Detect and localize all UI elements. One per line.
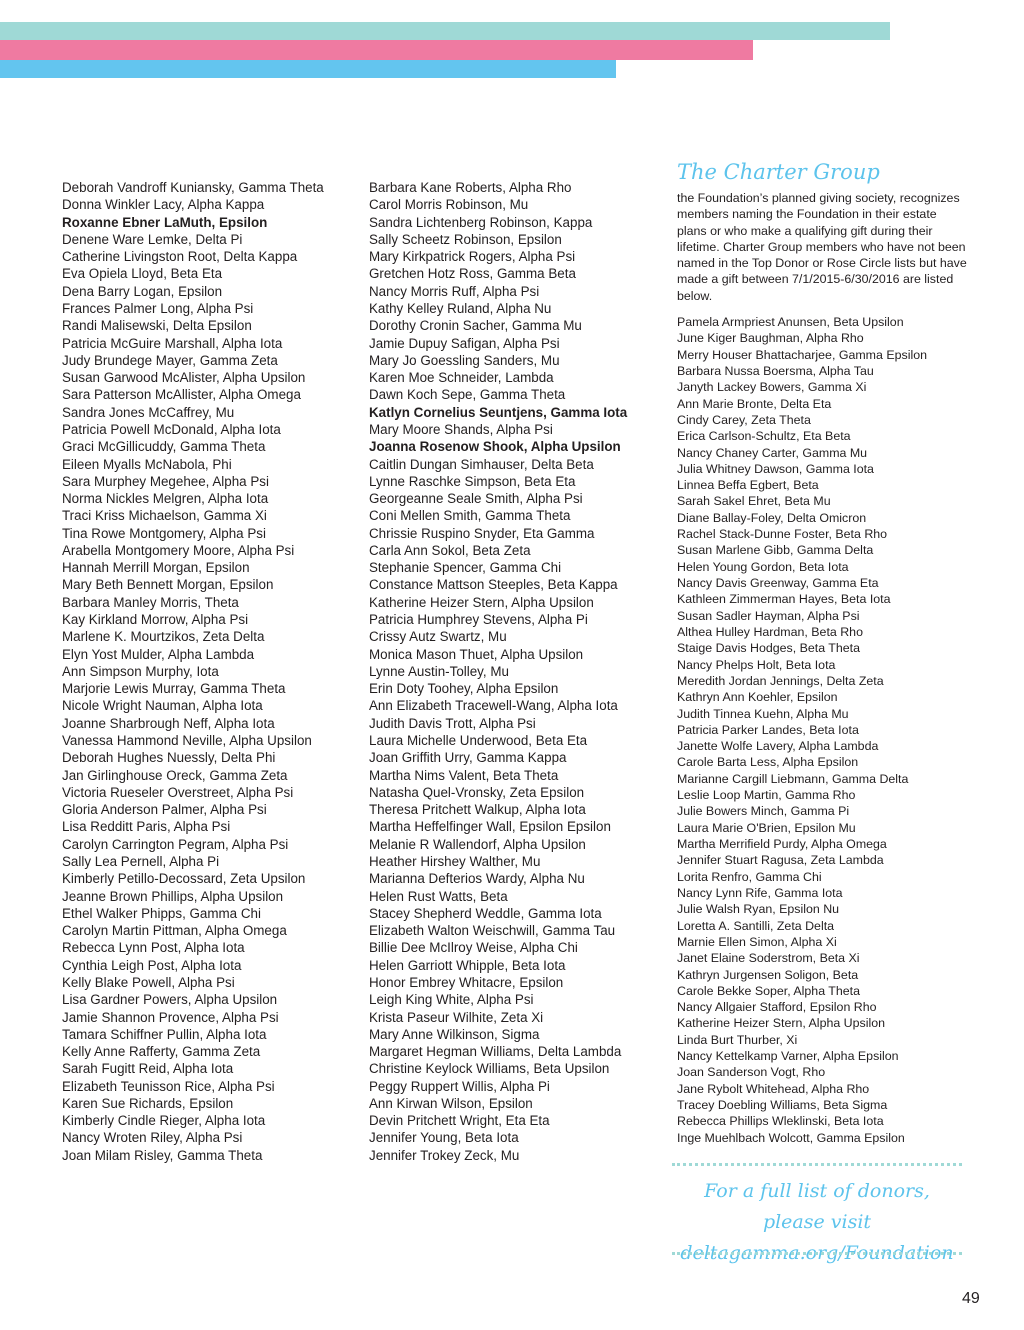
donor-name: Dorothy Cronin Sacher, Gamma Mu — [369, 318, 582, 334]
donor-name: Julie Bowers Minch, Gamma Pi — [677, 804, 850, 819]
donor-name: Helen Young Gordon, Beta Iota — [677, 559, 849, 574]
donor-name: Cindy Carey, Zeta Theta — [677, 412, 811, 427]
donor-name: Mary Beth Bennett Morgan, Epsilon — [62, 577, 274, 593]
donor-name: Diane Ballay-Foley, Delta Omicron — [677, 510, 867, 525]
donor-name: Honor Embrey Whitacre, Epsilon — [369, 974, 564, 990]
donor-name: Lisa Redditt Paris, Alpha Psi — [62, 819, 231, 835]
donor-name: Mary Anne Wilkinson, Sigma — [369, 1026, 540, 1042]
donor-name: Barbara Nussa Boersma, Alpha Tau — [677, 363, 874, 378]
donor-name: Denene Ware Lemke, Delta Pi — [62, 231, 243, 247]
donor-name: Laura Michelle Underwood, Beta Eta — [369, 733, 588, 748]
donor-name: Karen Moe Schneider, Lambda — [369, 370, 554, 386]
donor-name: Carol Morris Robinson, Mu — [369, 197, 529, 213]
donor-name: Constance Mattson Steeples, Beta Kappa — [369, 577, 618, 593]
donor-name: Patricia McGuire Marshall, Alpha Iota — [62, 335, 283, 351]
donor-name: Lynne Austin-Tolley, Mu — [369, 663, 509, 679]
dotted-divider-top — [672, 1163, 962, 1166]
donor-name: Arabella Montgomery Moore, Alpha Psi — [62, 542, 295, 558]
donor-name: Patricia Powell McDonald, Alpha Iota — [62, 421, 281, 437]
donor-name: Erica Carlson-Schultz, Eta Beta — [677, 429, 851, 444]
donor-name: Katherine Heizer Stern, Alpha Upsilon — [677, 1016, 886, 1031]
donor-list-callout — [672, 1176, 962, 1269]
donor-name: Marnie Ellen Simon, Alpha Xi — [677, 934, 837, 949]
donor-name: Randi Malisewski, Delta Epsilon — [62, 318, 252, 334]
donor-name: Althea Hulley Hardman, Beta Rho — [677, 624, 863, 639]
donor-name: Stacey Shepherd Weddle, Gamma Iota — [369, 905, 602, 921]
donor-name: Rachel Stack-Dunne Foster, Beta Rho — [677, 527, 888, 542]
donor-name: Jan Girlinghouse Oreck, Gamma Zeta — [62, 767, 288, 783]
donor-name: Katlyn Cornelius Seuntjens, Gamma Iota — [369, 404, 628, 420]
donor-column-1 — [62, 179, 324, 1164]
donor-column-2 — [369, 179, 627, 1164]
donor-name: Nancy Davis Greenway, Gamma Eta — [677, 576, 879, 590]
donor-name: Pamela Armpriest Anunsen, Beta Upsilon — [677, 315, 904, 329]
donor-name: Marjorie Lewis Murray, Gamma Theta — [62, 681, 286, 697]
donor-name: Patricia Humphrey Stevens, Alpha Pi — [369, 612, 588, 628]
donor-name: Patricia Parker Landes, Beta Iota — [677, 722, 859, 737]
donor-name: Tamara Schiffner Pullin, Alpha Iota — [62, 1026, 267, 1042]
donor-name: Sally Lea Pernell, Alpha Pi — [62, 853, 220, 869]
donor-name: Kelly Blake Powell, Alpha Psi — [62, 974, 235, 990]
donor-name: Billie Dee McIlroy Weise, Alpha Chi — [369, 940, 578, 956]
header-stripe-blue — [0, 60, 616, 78]
donor-name: Kelly Anne Rafferty, Gamma Zeta — [62, 1044, 261, 1060]
donor-name: Susan Garwood McAlister, Alpha Upsilon — [62, 370, 306, 386]
donor-name: Mary Moore Shands, Alpha Psi — [369, 421, 553, 437]
donor-name: Jane Rybolt Whitehead, Alpha Rho — [677, 1081, 870, 1096]
donor-name: Nancy Kettelkamp Varner, Alpha Epsilon — [677, 1049, 899, 1064]
donor-name: Elizabeth Teunisson Rice, Alpha Psi — [62, 1078, 275, 1094]
donor-name: Heather Hirshey Walther, Mu — [369, 853, 541, 869]
donor-name: Janet Elaine Soderstrom, Beta Xi — [677, 951, 860, 966]
donor-name: Graci McGillicuddy, Gamma Theta — [62, 439, 266, 455]
donor-name: Monica Mason Thuet, Alpha Upsilon — [369, 646, 584, 662]
donor-name: Eileen Myalls McNabola, Phi — [62, 456, 232, 472]
donor-name: Judith Tinnea Kuehn, Alpha Mu — [677, 706, 849, 721]
donor-name: Joanna Rosenow Shook, Alpha Upsilon — [369, 439, 621, 455]
donor-name: Joan Griffith Urry, Gamma Kappa — [369, 750, 567, 766]
donor-name: Ann Simpson Murphy, Iota — [62, 663, 219, 679]
donor-name: Leslie Loop Martin, Gamma Rho — [677, 788, 856, 803]
donor-name: Jennifer Trokey Zeck, Mu — [369, 1147, 520, 1163]
donor-name: Nancy Wroten Riley, Alpha Psi — [62, 1130, 243, 1146]
donor-name: Nancy Allgaier Stafford, Epsilon Rho — [677, 1000, 877, 1015]
donor-name: Ann Kirwan Wilson, Epsilon — [369, 1095, 533, 1111]
donor-name: Dena Barry Logan, Epsilon — [62, 283, 223, 299]
donor-name: Ann Elizabeth Tracewell-Wang, Alpha Iota — [369, 698, 618, 714]
donor-name: Carolyn Carrington Pegram, Alpha Psi — [62, 836, 289, 852]
donor-name: Lynne Raschke Simpson, Beta Eta — [369, 473, 576, 489]
donor-name: Martha Nims Valent, Beta Theta — [369, 767, 559, 783]
donor-name: Meredith Jordan Jennings, Delta Zeta — [677, 673, 884, 688]
donor-name: Georgeanne Seale Smith, Alpha Psi — [369, 491, 583, 507]
donor-name: Sandra Jones McCaffrey, Mu — [62, 404, 235, 420]
donor-name: Helen Garriott Whipple, Beta Iota — [369, 957, 566, 973]
donor-name: Loretta A. Santilli, Zeta Delta — [677, 918, 835, 933]
donor-name: Natasha Quel-Vronsky, Zeta Epsilon — [369, 784, 585, 800]
donor-name: Theresa Pritchett Walkup, Alpha Iota — [369, 802, 586, 818]
donor-name: Victoria Rueseler Overstreet, Alpha Psi — [62, 784, 294, 800]
donor-name: Melanie R Wallendorf, Alpha Upsilon — [369, 836, 586, 852]
donor-name: Carla Ann Sokol, Beta Zeta — [369, 542, 531, 558]
donor-name: Nancy Lynn Rife, Gamma Iota — [677, 885, 843, 900]
page-number: 49 — [962, 1290, 980, 1307]
dotted-divider-bottom — [672, 1252, 962, 1255]
donor-name: Helen Rust Watts, Beta — [369, 888, 508, 904]
donor-name: Carole Barta Less, Alpha Epsilon — [677, 755, 859, 770]
donor-name: Leigh King White, Alpha Psi — [369, 992, 534, 1008]
donor-name: Barbara Manley Morris, Theta — [62, 594, 239, 610]
donor-name: Karen Sue Richards, Epsilon — [62, 1095, 234, 1111]
foundation-link[interactable]: deltagamma.org/Foundation — [680, 1242, 954, 1264]
donor-name: Gloria Anderson Palmer, Alpha Psi — [62, 802, 267, 818]
donor-name: Roxanne Ebner LaMuth, Epsilon — [62, 214, 268, 230]
donor-name: Ethel Walker Phipps, Gamma Chi — [62, 905, 261, 921]
donor-name: Catherine Livingston Root, Delta Kappa — [62, 249, 298, 265]
donor-name: Mary Kirkpatrick Rogers, Alpha Psi — [369, 249, 576, 265]
donor-name: Lorita Renfro, Gamma Chi — [677, 869, 822, 884]
donor-name: Kathy Kelley Ruland, Alpha Nu — [369, 300, 552, 316]
donor-name: Chrissie Ruspino Snyder, Eta Gamma — [369, 525, 595, 541]
donor-name: Deborah Hughes Nuessly, Delta Phi — [62, 750, 276, 766]
donor-name: Janette Wolfe Lavery, Alpha Lambda — [677, 739, 879, 754]
callout-line-1: For a full list of donors, please visit — [704, 1180, 930, 1233]
donor-name: Merry Houser Bhattacharjee, Gamma Epsilon — [677, 347, 927, 362]
charter-member-list — [677, 314, 927, 1146]
donor-name: Sarah Sakel Ehret, Beta Mu — [677, 494, 831, 509]
donor-name: Jeanne Brown Phillips, Alpha Upsilon — [62, 888, 284, 904]
donor-name: Marianne Cargill Liebmann, Gamma Delta — [677, 771, 909, 786]
donor-name: Donna Winkler Lacy, Alpha Kappa — [62, 197, 265, 213]
donor-name: Sarah Fugitt Reid, Alpha Iota — [62, 1061, 234, 1077]
donor-name: Caitlin Dungan Simhauser, Delta Beta — [369, 456, 594, 472]
donor-name: Carolyn Martin Pittman, Alpha Omega — [62, 923, 287, 939]
donor-name: Inge Muehlbach Wolcott, Gamma Epsilon — [677, 1130, 905, 1145]
donor-name: Janyth Lackey Bowers, Gamma Xi — [677, 380, 867, 395]
donor-name: Jamie Dupuy Safigan, Alpha Psi — [369, 335, 560, 351]
donor-name: Nancy Chaney Carter, Gamma Mu — [677, 445, 868, 460]
donor-name: Nancy Morris Ruff, Alpha Psi — [369, 283, 540, 299]
donor-name: Kimberly Cindle Rieger, Alpha Iota — [62, 1113, 266, 1129]
donor-name: Laura Marie O'Brien, Epsilon Mu — [677, 820, 856, 835]
donor-name: Kathryn Jurgensen Soligon, Beta — [677, 967, 859, 982]
charter-group-description: the Foundation’s planned giving society, recognizes members naming the Foundation in their estate plans or who make a qualifying gift during their lifetime. Charter Group members who have not been named in the Top Donor or Rose Circle lists but have made a gift between 7/1/2015-6/30/2016 are listed below. — [677, 191, 967, 303]
donor-name: Christine Keylock Williams, Beta Upsilon — [369, 1061, 610, 1077]
donor-name: Marianna Defterios Wardy, Alpha Nu — [369, 871, 585, 887]
donor-name: Jamie Shannon Provence, Alpha Psi — [62, 1009, 279, 1025]
donor-name: Lisa Gardner Powers, Alpha Upsilon — [62, 992, 278, 1008]
donor-name: Kathryn Ann Koehler, Epsilon — [677, 690, 838, 705]
donor-name: Sara Patterson McAllister, Alpha Omega — [62, 387, 301, 403]
donor-name: Judith Davis Trott, Alpha Psi — [369, 715, 536, 731]
donor-name: Linnea Beffa Egbert, Beta — [677, 478, 819, 493]
donor-name: Staige Davis Hodges, Beta Theta — [677, 641, 860, 656]
donor-name: Ann Marie Bronte, Delta Eta — [677, 396, 832, 411]
donor-name: Sandra Lichtenberg Robinson, Kappa — [369, 214, 593, 230]
donor-name: Tracey Doebling Williams, Beta Sigma — [677, 1098, 888, 1112]
donor-name: Nancy Phelps Holt, Beta Iota — [677, 657, 836, 672]
donor-name: Mary Jo Goessling Sanders, Mu — [369, 352, 560, 368]
donor-name: Marlene K. Mourtzikos, Zeta Delta — [62, 629, 265, 645]
donor-name: Elizabeth Walton Weischwill, Gamma Tau — [369, 923, 616, 939]
donor-name: Krista Paseur Wilhite, Zeta Xi — [369, 1009, 544, 1025]
donor-name: Crissy Autz Swartz, Mu — [369, 629, 507, 645]
donor-name: Gretchen Hotz Ross, Gamma Beta — [369, 266, 576, 282]
donor-name: Jennifer Young, Beta Iota — [369, 1130, 519, 1146]
donor-name: Barbara Kane Roberts, Alpha Rho — [369, 180, 572, 195]
donor-name: Joan Milam Risley, Gamma Theta — [62, 1147, 263, 1163]
header-stripe-pink — [0, 40, 753, 60]
donor-name: Carole Bekke Soper, Alpha Theta — [677, 983, 860, 998]
donor-name: Katherine Heizer Stern, Alpha Upsilon — [369, 594, 594, 610]
donor-name: Dawn Koch Sepe, Gamma Theta — [369, 387, 566, 403]
donor-name: Julia Whitney Dawson, Gamma Iota — [677, 461, 874, 476]
donor-name: Joanne Sharbrough Neff, Alpha Iota — [62, 715, 275, 731]
donor-name: Rebecca Phillips Wleklinski, Beta Iota — [677, 1114, 884, 1129]
donor-name: Norma Nickles Melgren, Alpha Iota — [62, 491, 269, 507]
donor-name: Stephanie Spencer, Gamma Chi — [369, 560, 562, 576]
donor-name: Peggy Ruppert Willis, Alpha Pi — [369, 1078, 550, 1094]
donor-name: Sally Scheetz Robinson, Epsilon — [369, 231, 562, 247]
donor-name: Sara Murphey Megehee, Alpha Psi — [62, 473, 269, 489]
donor-name: Judy Brundege Mayer, Gamma Zeta — [62, 352, 278, 368]
donor-name: June Kiger Baughman, Alpha Rho — [677, 331, 864, 346]
donor-name: Joan Sanderson Vogt, Rho — [677, 1065, 826, 1080]
donor-name: Elyn Yost Mulder, Alpha Lambda — [62, 646, 255, 662]
donor-name: Martha Merrifield Purdy, Alpha Omega — [677, 837, 887, 851]
donor-name: Coni Mellen Smith, Gamma Theta — [369, 508, 571, 524]
donor-name: Nicole Wright Nauman, Alpha Iota — [62, 698, 263, 714]
donor-name: Martha Heffelfinger Wall, Epsilon Epsilon — [369, 819, 611, 835]
charter-group-title: The Charter Group — [677, 160, 880, 184]
donor-name: Kimberly Petillo-Decossard, Zeta Upsilon — [62, 871, 306, 887]
donor-name: Frances Palmer Long, Alpha Psi — [62, 300, 254, 316]
donor-name: Kathleen Zimmerman Hayes, Beta Iota — [677, 592, 891, 607]
donor-name: Jennifer Stuart Ragusa, Zeta Lambda — [677, 853, 884, 868]
header-stripe-teal — [0, 22, 890, 40]
donor-name: Hannah Merrill Morgan, Epsilon — [62, 560, 250, 576]
donor-name: Margaret Hegman Williams, Delta Lambda — [369, 1044, 622, 1060]
donor-name: Cynthia Leigh Post, Alpha Iota — [62, 957, 242, 973]
donor-name: Julie Walsh Ryan, Epsilon Nu — [677, 902, 840, 917]
donor-name: Traci Kriss Michaelson, Gamma Xi — [62, 508, 267, 524]
donor-name: Susan Sadler Hayman, Alpha Psi — [677, 608, 860, 623]
donor-name: Deborah Vandroff Kuniansky, Gamma Theta — [62, 180, 324, 195]
donor-name: Devin Pritchett Wright, Eta Eta — [369, 1113, 550, 1129]
donor-name: Kay Kirkland Morrow, Alpha Psi — [62, 612, 249, 628]
donor-name: Tina Rowe Montgomery, Alpha Psi — [62, 525, 266, 541]
donor-name: Susan Marlene Gibb, Gamma Delta — [677, 543, 874, 558]
donor-name: Eva Opiela Lloyd, Beta Eta — [62, 266, 223, 282]
donor-name: Linda Burt Thurber, Xi — [677, 1032, 798, 1047]
donor-name: Vanessa Hammond Neville, Alpha Upsilon — [62, 733, 312, 748]
donor-name: Erin Doty Toohey, Alpha Epsilon — [369, 681, 559, 697]
donor-name: Rebecca Lynn Post, Alpha Iota — [62, 940, 245, 956]
